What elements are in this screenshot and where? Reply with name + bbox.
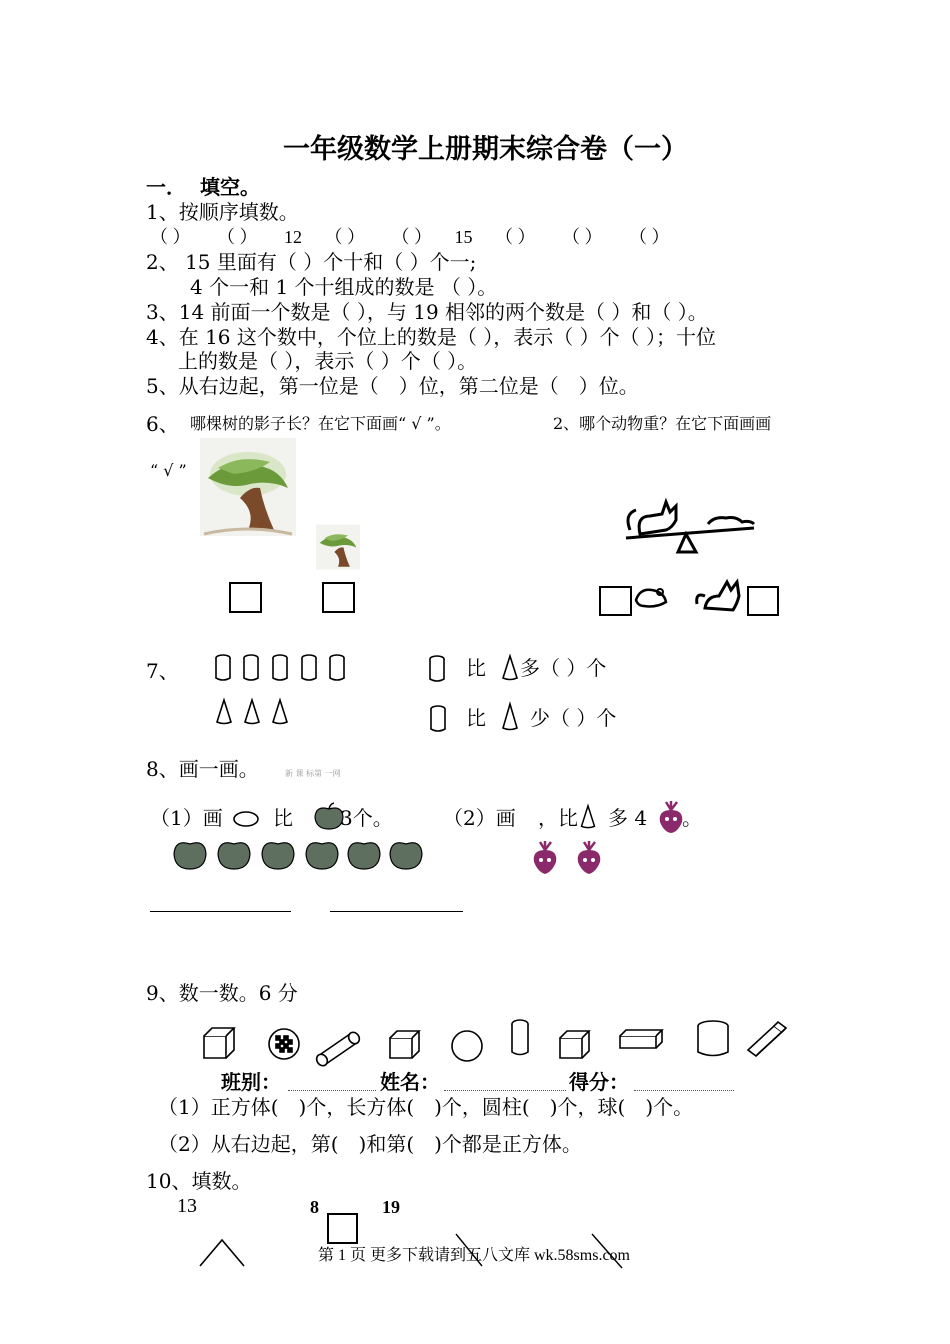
page-footer: 第 1 页 更多下载请到五八文库 wk.58sms.com xyxy=(318,1247,631,1264)
q9-sub1: （1）正方体( )个，长方体( )个，圆柱( )个，球( )个。 xyxy=(158,1095,694,1119)
seq-item: （ ） xyxy=(150,227,191,247)
q4-line1: 4、在 16 这个数中，个位上的数是（ ），表示（ ）个（ ）；十位 xyxy=(146,325,716,349)
cone-icon xyxy=(578,804,598,830)
section-number: 一． xyxy=(146,175,186,199)
cylinder-large-icon xyxy=(698,1021,728,1056)
oval-icon xyxy=(232,810,260,828)
answer-line-1[interactable] xyxy=(150,911,291,912)
cones-row xyxy=(212,698,292,726)
name-label: 姓名： xyxy=(380,1070,440,1094)
q8-part1-b: 比 xyxy=(273,806,293,830)
q9-sub2: （2）从右边起，第( )和第( )个都是正方体。 xyxy=(158,1132,582,1156)
q2-line2: 4 个一和 1 个十组成的数是 （ ）。 xyxy=(190,275,498,299)
cone-icon xyxy=(500,654,520,682)
answer-box-big-tree[interactable] xyxy=(229,582,262,613)
q10-number-3: 19 xyxy=(382,1197,400,1217)
q8-part2-c: 多 4 xyxy=(608,806,648,830)
watermark-text: 新 课 标第 一网 xyxy=(285,769,341,778)
answer-box-cat[interactable] xyxy=(747,586,779,616)
cuboid-icon-2 xyxy=(748,1022,786,1056)
q10-number-1: 13 xyxy=(177,1195,197,1217)
answer-line-2[interactable] xyxy=(330,911,463,912)
seq-item: （ ） xyxy=(562,227,603,247)
q10-number-2: 8 xyxy=(310,1197,319,1217)
q7-row2-tail: 少（ ）个 xyxy=(530,706,617,730)
q7-row1-tail: 多（ ）个 xyxy=(520,656,607,680)
q6-text2: 2、哪个动物重？在它下面画画 xyxy=(553,414,772,433)
q7-compare-1: 比 xyxy=(466,656,486,680)
q1-sequence xyxy=(150,228,670,246)
class-label: 班别： xyxy=(221,1070,281,1094)
seq-item: （ ） xyxy=(217,227,258,247)
q2-line1: 2、 15 里面有（ ）个十和（ ）个一; xyxy=(146,250,477,274)
apples-row xyxy=(172,836,426,872)
seq-item: （ ） xyxy=(324,227,365,247)
q8-text: 8、画一画。 xyxy=(146,757,259,781)
class-field[interactable] xyxy=(288,1090,376,1091)
name-field[interactable] xyxy=(444,1090,566,1091)
score-label: 得分： xyxy=(569,1070,629,1094)
cylinder-icon xyxy=(429,705,447,733)
q1-text: 1、按顺序填数。 xyxy=(146,200,299,224)
q4-line2: 上的数是（ ），表示（ ）个（ ）。 xyxy=(178,349,478,373)
q8-part2-a: （2）画 xyxy=(443,806,516,830)
q3-text: 3、14 前面一个数是（ ），与 19 相邻的两个数是（ ）和（ ）。 xyxy=(146,300,708,324)
q6-number: 6、 xyxy=(146,412,179,436)
cylinder-icon xyxy=(428,655,446,683)
score-field[interactable] xyxy=(634,1090,734,1091)
big-tree-image xyxy=(200,438,296,536)
answer-box-small-tree[interactable] xyxy=(322,582,355,613)
mouse-icon xyxy=(632,584,670,610)
q8-part1-a: （1）画 xyxy=(150,806,223,830)
cuboid-icon-1 xyxy=(620,1030,662,1048)
seq-item: （ ） xyxy=(391,227,432,247)
cylinders-row xyxy=(212,654,352,684)
section-label: 填空。 xyxy=(200,175,260,199)
q10-answer-box[interactable] xyxy=(327,1213,358,1244)
seq-item: 15 xyxy=(454,227,473,247)
seq-item: 12 xyxy=(284,227,302,247)
answer-box-mouse[interactable] xyxy=(599,586,632,616)
caret-shape xyxy=(198,1238,246,1268)
page-title: 一年级数学上册期末综合卷（一） xyxy=(283,134,688,165)
q8-part2-b: ，比 xyxy=(538,806,578,830)
q7-compare-2: 比 xyxy=(466,706,486,730)
ball-icon-1 xyxy=(269,1029,299,1059)
solids-row xyxy=(200,1016,790,1066)
q5-text: 5、从右边起，第一位是（ ）位，第二位是（ ）位。 xyxy=(146,374,639,398)
q8-part2-d: 。 xyxy=(682,806,702,830)
seq-item: （ ） xyxy=(495,227,536,247)
ball-icon-2 xyxy=(452,1031,482,1061)
cat-icon xyxy=(693,574,745,614)
small-tree-image xyxy=(316,524,360,570)
seesaw-cat-mouse-image xyxy=(622,494,758,562)
q8-part1-c: 3个。 xyxy=(340,806,393,830)
seq-item: （ ） xyxy=(629,227,670,247)
cube-icon-1 xyxy=(204,1028,234,1058)
cube-icon-2 xyxy=(390,1031,419,1058)
cylinder-standing-icon xyxy=(512,1020,528,1055)
q7-number: 7、 xyxy=(146,659,179,683)
cone-icon xyxy=(500,702,520,732)
q10-text: 10、填数。 xyxy=(146,1169,252,1193)
q6-text: 哪棵树的影子长？在它下面画“ √ ”。 xyxy=(190,414,451,433)
q9-text: 9、数一数。6 分 xyxy=(146,981,298,1005)
cube-icon-3 xyxy=(560,1031,589,1058)
radishes-row xyxy=(529,840,607,876)
cylinder-lying-icon xyxy=(314,1030,361,1068)
q6-check-mark: “ √ ” xyxy=(150,461,187,480)
